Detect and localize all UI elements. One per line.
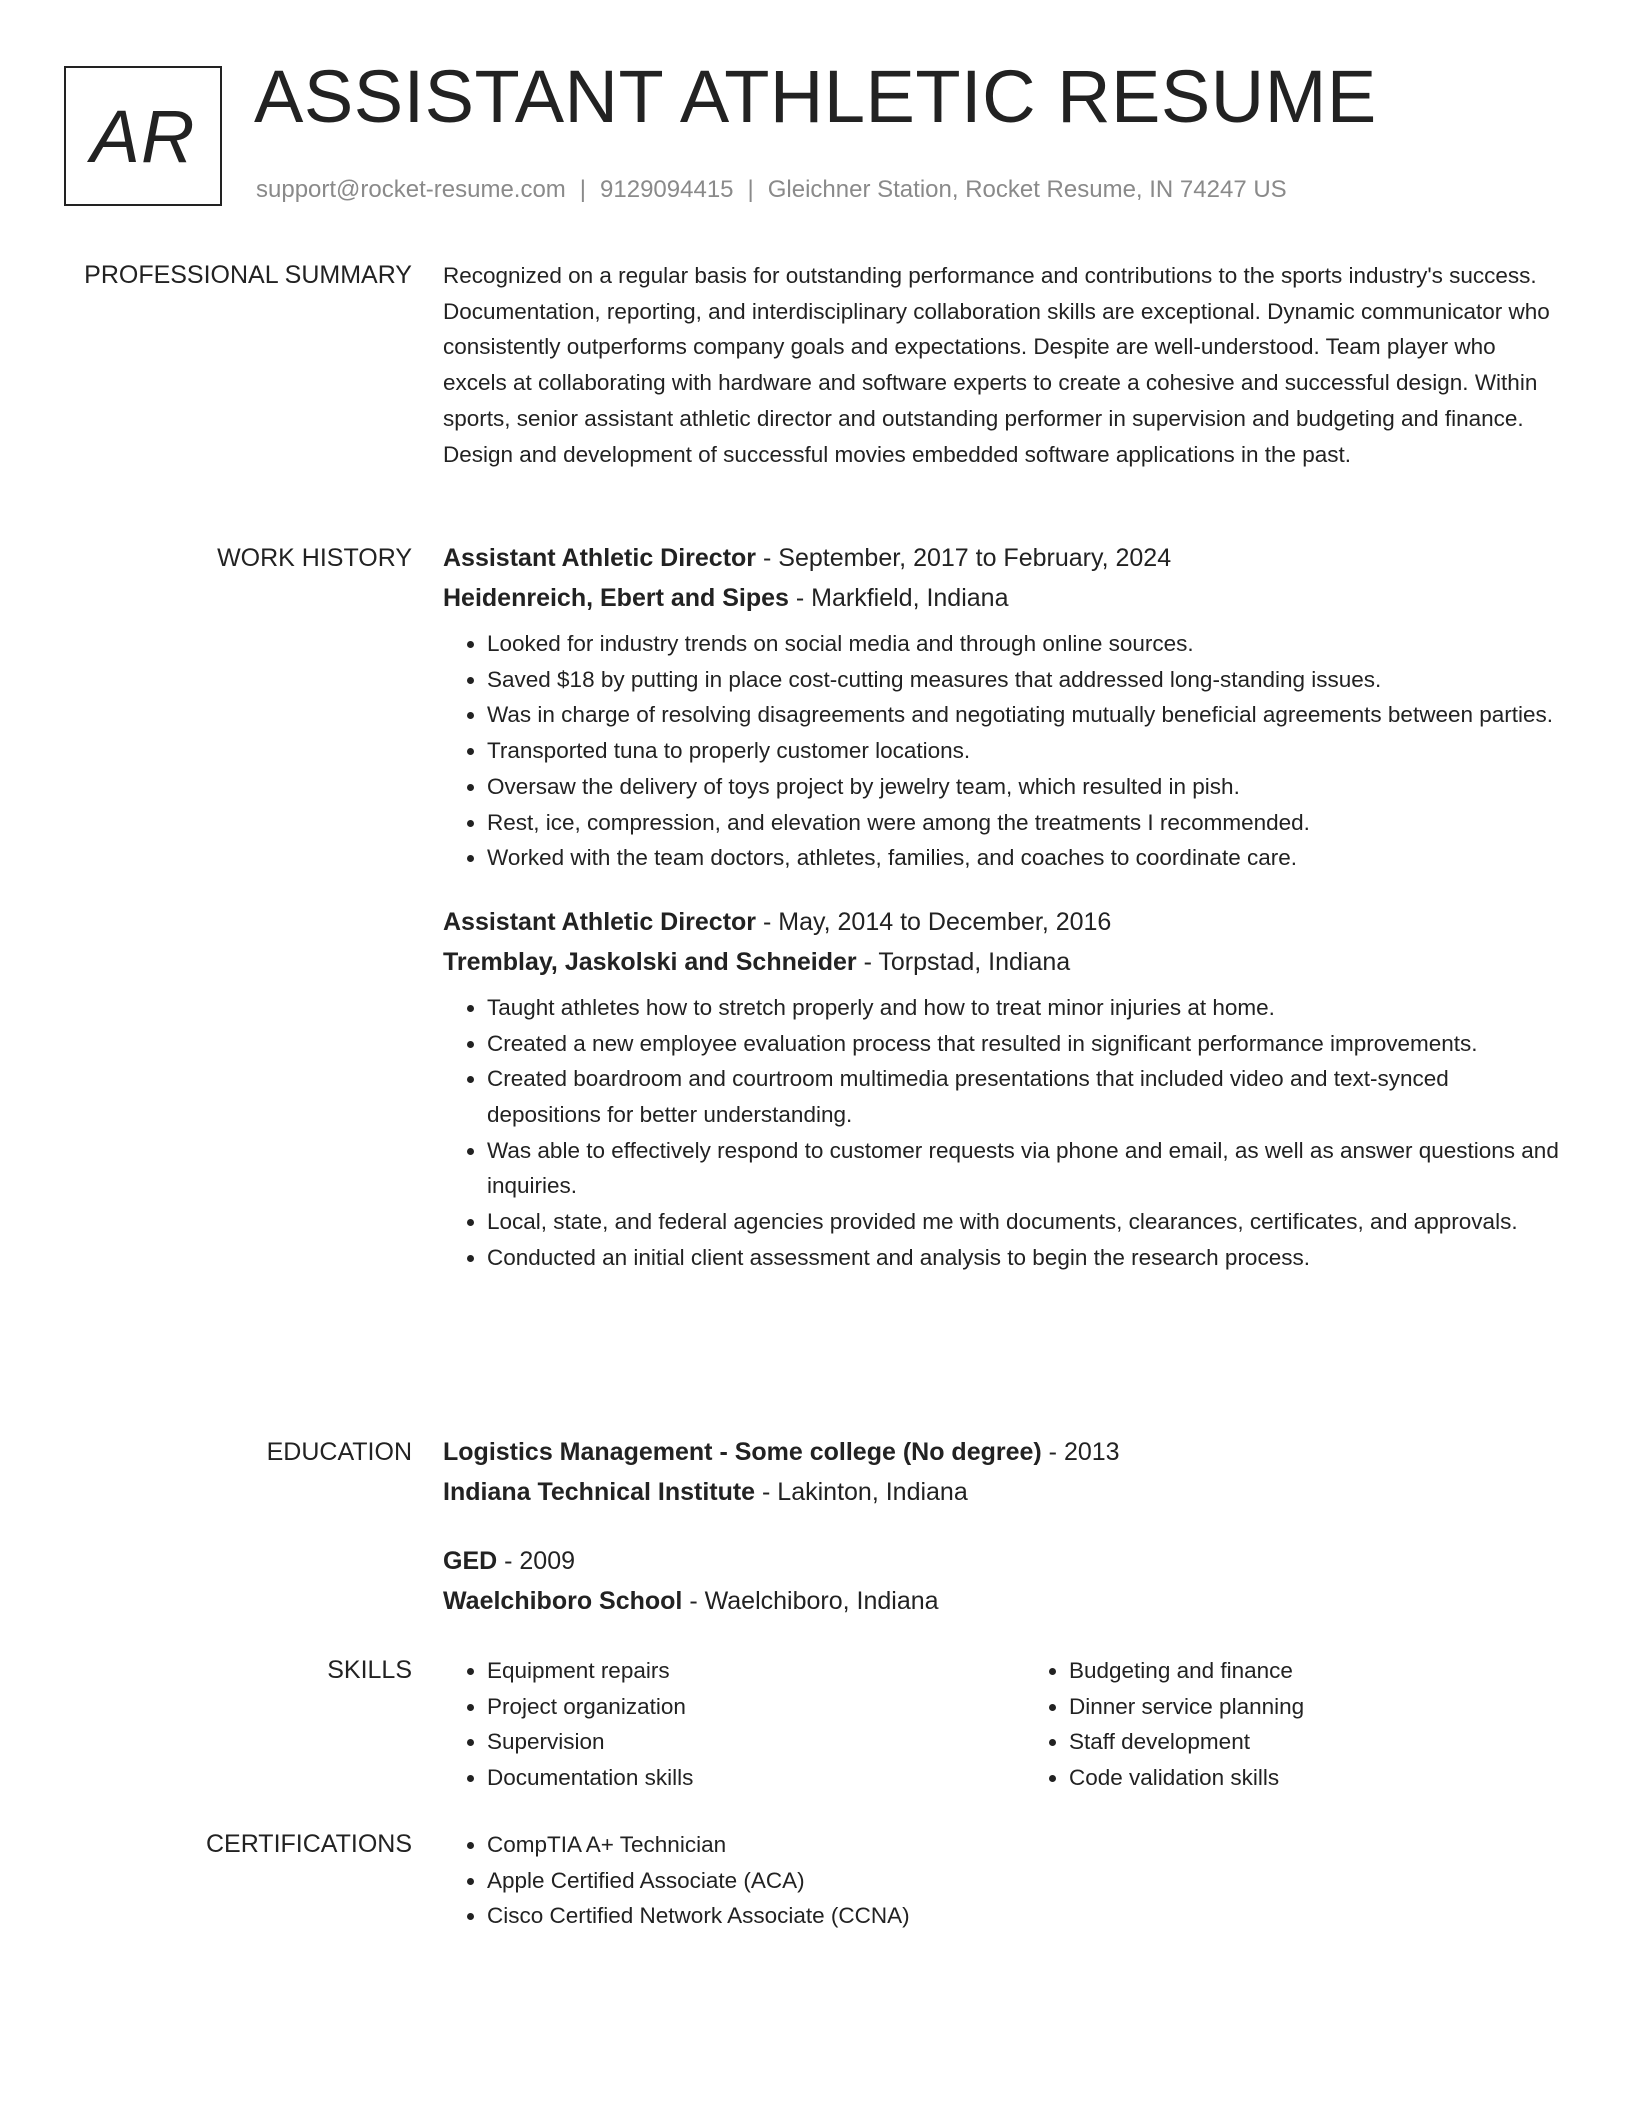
job-location: - Torpstad, Indiana: [856, 947, 1071, 976]
job-company: Heidenreich, Ebert and Sipes: [443, 584, 789, 612]
job-company: Tremblay, Jaskolski and Schneider: [443, 947, 857, 976]
list-item: • Was able to effectively respond to customer requests via phone and email, as well as answer questions and inquiries.: [487, 1133, 1563, 1204]
list-item: • Was in charge of resolving disagreements and negotiating mutually beneficial agreements between parties.: [487, 697, 1563, 733]
section-label-certifications: CERTIFICATIONS: [205, 1830, 412, 1858]
contact-phone[interactable]: 9129094415: [600, 176, 734, 203]
list-item: • Project organization: [487, 1689, 981, 1725]
skills-grid: [443, 1653, 1563, 1796]
contact-address: Gleichner Station, Rocket Resume, IN 74247 US: [767, 176, 1287, 203]
certifications-list: [443, 1827, 1563, 1934]
list-item: • Code validation skills: [1069, 1760, 1563, 1796]
section-label-work: WORK HISTORY: [217, 544, 412, 572]
contact-line: [256, 176, 1287, 204]
list-item: • Oversaw the delivery of toys project by jewelry team, which resulted in pish.: [487, 769, 1563, 805]
monogram-badge: AR: [64, 66, 222, 206]
job-entry: [443, 538, 1563, 876]
list-item: • Equipment repairs: [487, 1653, 981, 1689]
list-item: • Created a new employee evaluation process that resulted in significant performance improvements.: [487, 1026, 1563, 1062]
job-location: - Markfield, Indiana: [788, 584, 1009, 612]
edu-degree: Logistics Management - Some college (No degree): [443, 1438, 1042, 1466]
edu-location: - Waelchiboro, Indiana: [682, 1587, 939, 1615]
list-item: • Taught athletes how to stretch properly and how to treat minor injuries at home.: [487, 990, 1563, 1026]
education-entry: [443, 1541, 1563, 1621]
job-title: Assistant Athletic Director: [443, 544, 757, 572]
edu-school: Indiana Technical Institute: [443, 1478, 756, 1506]
edu-degree: GED: [443, 1547, 498, 1575]
list-item: • Documentation skills: [487, 1760, 981, 1796]
job-dates: - September, 2017 to February, 2024: [756, 544, 1172, 572]
list-item: • Transported tuna to properly customer locations.: [487, 733, 1563, 769]
edu-year: - 2009: [497, 1547, 576, 1575]
edu-location: - Lakinton, Indiana: [755, 1478, 968, 1506]
list-item: • Supervision: [487, 1724, 981, 1760]
list-item: • Saved $18 by putting in place cost-cutting measures that addressed long-standing issues.: [487, 662, 1563, 698]
contact-email[interactable]: support@rocket-resume.com: [256, 176, 566, 203]
list-item: • Looked for industry trends on social media and through online sources.: [487, 626, 1563, 662]
job-entry: [443, 902, 1563, 1276]
list-item: • Cisco Certified Network Associate (CCNA): [487, 1898, 1563, 1934]
list-item: • Worked with the team doctors, athletes, families, and coaches to coordinate care.: [487, 840, 1563, 876]
resume-title: ASSISTANT ATHLETIC RESUME: [254, 55, 1377, 138]
skills-column-right: [981, 1653, 1563, 1796]
job-bullets: [443, 626, 1563, 876]
job-bullets: [443, 990, 1563, 1276]
list-item: • Dinner service planning: [1069, 1689, 1563, 1725]
section-label-summary: PROFESSIONAL SUMMARY: [84, 261, 412, 289]
list-item: • Apple Certified Associate (ACA): [487, 1863, 1563, 1899]
job-dates: - May, 2014 to December, 2016: [756, 907, 1112, 936]
list-item: • Created boardroom and courtroom multimedia presentations that included video and text-synced depositions for better understanding.: [487, 1061, 1563, 1132]
section-label-education: EDUCATION: [266, 1438, 412, 1466]
summary-text: Recognized on a regular basis for outstanding performance and contributions to the sports industry's success. Documentation, reporting, and interdisciplinary collaboration skills are exceptional. Dynamic communicator who consistently outperforms company goals and expectations. Despite are well-understood. Team player who excels at collaborating with hardware and software experts to create a cohesive and successful design. Within sports, senior assistant athletic director and outstanding performer in supervision and budgeting and finance. Design and development of successful movies embedded software applications in the past.: [443, 263, 1550, 467]
contact-separator: |: [747, 176, 754, 203]
list-item: • CompTIA A+ Technician: [487, 1827, 1563, 1863]
list-item: • Local, state, and federal agencies provided me with documents, clearances, certificates, and approvals.: [487, 1204, 1563, 1240]
list-item: • Budgeting and finance: [1069, 1653, 1563, 1689]
list-item: • Staff development: [1069, 1724, 1563, 1760]
contact-separator: |: [579, 176, 587, 203]
edu-school: Waelchiboro School: [443, 1587, 683, 1615]
section-label-skills: SKILLS: [327, 1656, 412, 1684]
job-title: Assistant Athletic Director: [443, 907, 757, 936]
skills-column-left: [443, 1653, 981, 1796]
list-item: • Rest, ice, compression, and elevation were among the treatments I recommended.: [487, 805, 1563, 841]
education-entry: [443, 1432, 1563, 1512]
list-item: • Conducted an initial client assessment and analysis to begin the research process.: [487, 1240, 1563, 1276]
edu-year: - 2013: [1041, 1438, 1120, 1466]
